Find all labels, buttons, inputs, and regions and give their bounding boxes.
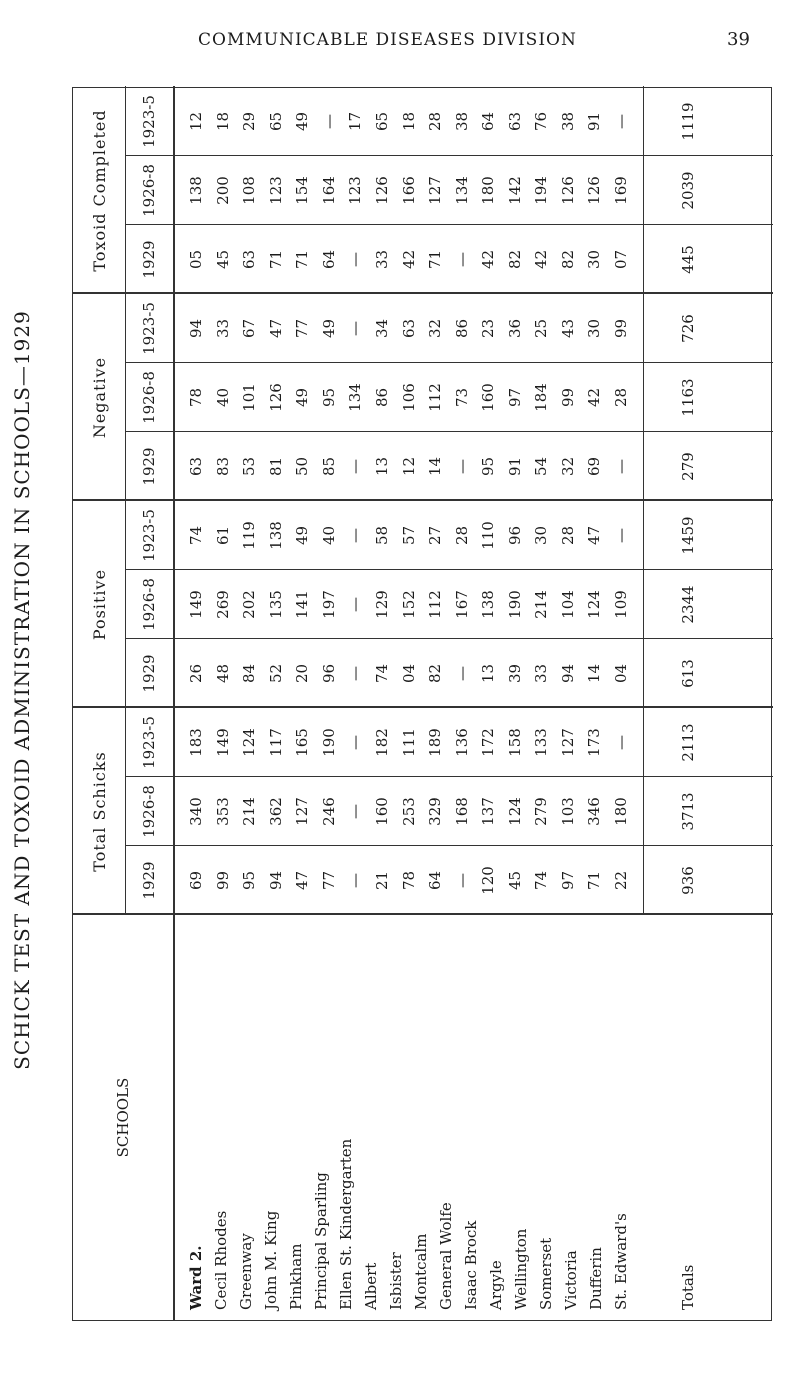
value-column — [189, 639, 629, 708]
table-cell: 184 — [532, 383, 551, 412]
year-header: 1929 — [140, 447, 158, 486]
table-cell: 18 — [399, 111, 418, 132]
year-header: 1926-8 — [140, 578, 158, 631]
table-cell: 183 — [187, 728, 205, 757]
school-name: Principal Sparling — [312, 1172, 330, 1310]
value-column — [189, 225, 629, 294]
table-cell: — — [452, 666, 471, 681]
school-name: Greenway — [237, 1233, 255, 1310]
table-cell: 20 — [293, 663, 312, 684]
value-column — [189, 570, 629, 639]
table-cell: 106 — [399, 383, 418, 412]
table-cell: — — [346, 528, 365, 543]
table-cell: 149 — [213, 728, 232, 757]
table-cell: 29 — [240, 111, 259, 132]
value-column — [189, 501, 629, 570]
table-cell: — — [346, 804, 365, 819]
table-cell: 166 — [399, 176, 418, 205]
table-cell: 82 — [505, 249, 524, 270]
table-cell: 28 — [426, 111, 445, 132]
value-column — [189, 777, 629, 846]
rule — [125, 845, 773, 846]
table-cell: 253 — [399, 797, 418, 826]
year-header: 1929 — [140, 861, 158, 900]
table-cell: 42 — [585, 387, 604, 408]
table-cell: 57 — [399, 525, 418, 546]
school-name: Ellen St. Kindergarten — [337, 1138, 355, 1310]
rule — [125, 776, 773, 777]
school-name: Wellington — [512, 1228, 530, 1310]
table-cell: 127 — [558, 728, 577, 757]
table-cell: 329 — [426, 797, 445, 826]
group-header: Total Schicks — [89, 751, 109, 872]
table-cell: 50 — [293, 456, 312, 477]
table-cell: 200 — [213, 176, 232, 205]
value-column — [189, 846, 629, 915]
table-cell: 40 — [319, 525, 338, 546]
rule — [173, 86, 175, 1320]
table-cell: 32 — [426, 318, 445, 339]
rule — [73, 914, 773, 916]
totals-label: Totals — [679, 1264, 697, 1310]
table-cell: 112 — [426, 383, 445, 412]
table-cell: 63 — [240, 249, 259, 270]
school-name: Victoria — [562, 1250, 580, 1310]
table-cell: — — [346, 597, 365, 612]
page-number: 39 — [727, 29, 750, 50]
table-cell: 86 — [372, 387, 391, 408]
school-name: General Wolfe — [437, 1202, 455, 1310]
table-cell: 53 — [240, 456, 259, 477]
table-cell: 101 — [240, 383, 259, 412]
table-cell: 279 — [532, 797, 551, 826]
table-cell: 30 — [585, 249, 604, 270]
table-title: SCHICK TEST AND TOXOID ADMINISTRATION IN SCHOOLS—1929 — [10, 310, 34, 1070]
table-cell: 134 — [346, 383, 365, 412]
school-name: Montcalm — [412, 1233, 430, 1310]
table-cell: 99 — [213, 870, 232, 891]
table-cell: 135 — [266, 590, 285, 619]
table-cell: 63 — [399, 318, 418, 339]
table-cell: — — [452, 873, 471, 888]
table-cell: 45 — [213, 249, 232, 270]
total-cell: 1459 — [679, 516, 697, 555]
value-column — [189, 708, 629, 777]
school-name: Isaac Brock — [462, 1220, 480, 1310]
total-cell: 1119 — [679, 102, 697, 141]
school-name: Cecil Rhodes — [212, 1210, 230, 1310]
table-cell: 65 — [372, 111, 391, 132]
table-cell: 64 — [426, 870, 445, 891]
table-cell: 40 — [213, 387, 232, 408]
table-cell: 64 — [319, 249, 338, 270]
table-cell: 04 — [399, 663, 418, 684]
table-cell: 91 — [585, 111, 604, 132]
table-cell: 65 — [266, 111, 285, 132]
table-cell: 54 — [532, 456, 551, 477]
table-cell: — — [612, 528, 630, 543]
table-cell: 78 — [399, 870, 418, 891]
table-cell: 28 — [452, 525, 471, 546]
table-cell: 38 — [558, 111, 577, 132]
table-cell: 182 — [372, 728, 391, 757]
table-cell: 36 — [505, 318, 524, 339]
rule — [125, 155, 773, 156]
table-cell: 39 — [505, 663, 524, 684]
table-cell: 47 — [585, 525, 604, 546]
table-cell: 13 — [479, 663, 498, 684]
table-cell: 103 — [558, 797, 577, 826]
total-cell: 613 — [679, 659, 697, 688]
total-cell: 936 — [679, 866, 697, 895]
table-cell: 127 — [426, 176, 445, 205]
table-cell: 33 — [213, 318, 232, 339]
table-cell: 214 — [532, 590, 551, 619]
table-cell: 173 — [585, 728, 604, 757]
table-cell: 69 — [187, 870, 205, 891]
value-column — [189, 156, 629, 225]
table-cell: 160 — [372, 797, 391, 826]
total-cell: 2344 — [679, 585, 697, 624]
table-cell: 168 — [452, 797, 471, 826]
table-cell: 12 — [187, 111, 205, 132]
table-cell: 82 — [558, 249, 577, 270]
school-name: John M. King — [262, 1210, 280, 1310]
school-list — [189, 920, 629, 1310]
table-cell: 152 — [399, 590, 418, 619]
table-cell: 142 — [505, 176, 524, 205]
table-cell: 78 — [187, 387, 205, 408]
table-cell: 138 — [479, 590, 498, 619]
running-title: COMMUNICABLE DISEASES DIVISION — [198, 30, 577, 50]
table-cell: 169 — [612, 176, 630, 205]
school-name: Albert — [362, 1262, 380, 1310]
table-cell: 124 — [240, 728, 259, 757]
table-cell: 83 — [213, 456, 232, 477]
school-name: Isbister — [387, 1252, 405, 1310]
rule — [125, 638, 773, 639]
table-cell: 23 — [479, 318, 498, 339]
table-cell: 138 — [266, 521, 285, 550]
table-cell: 164 — [319, 176, 338, 205]
table-cell: 81 — [266, 456, 285, 477]
total-cell: 1163 — [679, 378, 697, 417]
rule — [125, 569, 773, 570]
table-cell: 120 — [479, 866, 498, 895]
table-cell: 126 — [558, 176, 577, 205]
year-header: 1923-5 — [140, 716, 158, 769]
table-cell: — — [346, 735, 365, 750]
table-cell: 127 — [293, 797, 312, 826]
school-name: Pinkham — [287, 1243, 305, 1310]
table-cell: 138 — [187, 176, 205, 205]
table-cell: 17 — [346, 111, 365, 132]
table-cell: 137 — [479, 797, 498, 826]
table-cell: 99 — [612, 318, 630, 339]
table-cell: 112 — [426, 590, 445, 619]
year-header: 1929 — [140, 240, 158, 279]
table-cell: 49 — [319, 318, 338, 339]
table-cell: 85 — [319, 456, 338, 477]
table-cell: 104 — [558, 590, 577, 619]
table-cell: 95 — [319, 387, 338, 408]
table-cell: 67 — [240, 318, 259, 339]
table-cell: 96 — [505, 525, 524, 546]
table-cell: 63 — [505, 111, 524, 132]
table-cell: 07 — [612, 249, 630, 270]
schools-header: SCHOOLS — [114, 1077, 132, 1158]
table-cell: — — [346, 873, 365, 888]
table-cell: 154 — [293, 176, 312, 205]
table-cell: 33 — [532, 663, 551, 684]
table-cell: 124 — [505, 797, 524, 826]
group-header: Negative — [89, 356, 109, 439]
value-column — [189, 294, 629, 363]
table-cell: 42 — [532, 249, 551, 270]
table-cell: 74 — [187, 525, 205, 546]
table-cell: 214 — [240, 797, 259, 826]
table-cell: 189 — [426, 728, 445, 757]
table-cell: 18 — [213, 111, 232, 132]
table-cell: 27 — [426, 525, 445, 546]
year-header: 1923-5 — [140, 95, 158, 148]
table-cell: 28 — [558, 525, 577, 546]
table-cell: 30 — [585, 318, 604, 339]
table-cell: 63 — [187, 456, 205, 477]
table-cell: 74 — [372, 663, 391, 684]
rule — [125, 431, 773, 432]
table-cell: 77 — [319, 870, 338, 891]
group-header: Positive — [89, 568, 109, 641]
table-cell: — — [346, 321, 365, 336]
table-cell: 52 — [266, 663, 285, 684]
table-cell: 108 — [240, 176, 259, 205]
table-cell: 91 — [505, 456, 524, 477]
table-cell: 340 — [187, 797, 205, 826]
table-cell: 123 — [266, 176, 285, 205]
table-cell: 346 — [585, 797, 604, 826]
table-cell: 194 — [532, 176, 551, 205]
school-name: Argyle — [487, 1260, 505, 1310]
table-cell: 30 — [532, 525, 551, 546]
table-cell: 180 — [479, 176, 498, 205]
table-cell: 141 — [293, 590, 312, 619]
rule — [125, 362, 773, 363]
table-cell: 362 — [266, 797, 285, 826]
table-cell: 49 — [293, 111, 312, 132]
total-cell: 3713 — [679, 792, 697, 831]
table-cell: 84 — [240, 663, 259, 684]
table-cell: 14 — [426, 456, 445, 477]
school-name: Dufferin — [587, 1247, 605, 1310]
table-cell: 117 — [266, 728, 285, 757]
table-cell: 94 — [187, 318, 205, 339]
school-name: St. Edward's — [612, 1213, 630, 1310]
table-cell: 99 — [558, 387, 577, 408]
table-cell: 47 — [266, 318, 285, 339]
table-cell: 246 — [319, 797, 338, 826]
value-column — [189, 432, 629, 501]
table-cell: 126 — [585, 176, 604, 205]
total-cell: 2039 — [679, 171, 697, 210]
table-cell: 71 — [585, 870, 604, 891]
table-cell: 42 — [399, 249, 418, 270]
table-cell: 25 — [532, 318, 551, 339]
table-cell: 22 — [612, 870, 630, 891]
table-cell: 32 — [558, 456, 577, 477]
table-cell: 14 — [585, 663, 604, 684]
table-cell: 49 — [293, 387, 312, 408]
table-cell: 45 — [505, 870, 524, 891]
table-cell: 126 — [372, 176, 391, 205]
table-cell: 69 — [585, 456, 604, 477]
table-cell: 149 — [187, 590, 205, 619]
ward-label: Ward 2. — [187, 1245, 205, 1310]
table-cell: 109 — [612, 590, 630, 619]
table-cell: — — [612, 114, 630, 129]
table-cell: 97 — [505, 387, 524, 408]
table-cell: 47 — [293, 870, 312, 891]
table-cell: 353 — [213, 797, 232, 826]
table-cell: 129 — [372, 590, 391, 619]
table-cell: 71 — [266, 249, 285, 270]
table-cell: 77 — [293, 318, 312, 339]
year-header: 1926-8 — [140, 371, 158, 424]
table-cell: 82 — [426, 663, 445, 684]
table-cell: 136 — [452, 728, 471, 757]
table-cell: 124 — [585, 590, 604, 619]
rule — [125, 224, 773, 225]
data-table — [72, 87, 772, 1321]
table-cell: 119 — [240, 521, 259, 550]
table-cell: 126 — [266, 383, 285, 412]
table-cell: 160 — [479, 383, 498, 412]
table-cell: — — [612, 735, 630, 750]
table-cell: 48 — [213, 663, 232, 684]
table-cell: — — [319, 114, 338, 129]
group-header: Toxoid Completed — [89, 109, 109, 272]
table-cell: 58 — [372, 525, 391, 546]
table-cell: 133 — [532, 728, 551, 757]
table-cell: 95 — [240, 870, 259, 891]
table-cell: 74 — [532, 870, 551, 891]
table-cell: 123 — [346, 176, 365, 205]
rule — [73, 707, 773, 709]
table-cell: 21 — [372, 870, 391, 891]
table-area — [72, 87, 772, 1321]
table-cell: 71 — [426, 249, 445, 270]
rule — [73, 293, 773, 295]
table-cell: 190 — [319, 728, 338, 757]
table-cell: 49 — [293, 525, 312, 546]
page-header — [0, 0, 801, 60]
table-cell: — — [452, 252, 471, 267]
table-cell: — — [346, 252, 365, 267]
table-cell: 172 — [479, 728, 498, 757]
value-column — [189, 87, 629, 156]
table-cell: 197 — [319, 590, 338, 619]
table-cell: 73 — [452, 387, 471, 408]
table-cell: 167 — [452, 590, 471, 619]
table-cell: 76 — [532, 111, 551, 132]
year-header: 1926-8 — [140, 164, 158, 217]
table-cell: 95 — [479, 456, 498, 477]
value-column — [189, 363, 629, 432]
year-header: 1923-5 — [140, 509, 158, 562]
year-header: 1926-8 — [140, 785, 158, 838]
table-cell: 28 — [612, 387, 630, 408]
year-header: 1929 — [140, 654, 158, 693]
table-cell: 26 — [187, 663, 205, 684]
table-cell: 94 — [266, 870, 285, 891]
table-cell: — — [346, 666, 365, 681]
table-cell: 111 — [399, 728, 418, 757]
table-cell: 38 — [452, 111, 471, 132]
table-cell: 71 — [293, 249, 312, 270]
total-cell: 279 — [679, 452, 697, 481]
table-cell: 110 — [479, 521, 498, 550]
table-cell: 05 — [187, 249, 205, 270]
table-cell: 43 — [558, 318, 577, 339]
total-cell: 726 — [679, 314, 697, 343]
table-cell: 269 — [213, 590, 232, 619]
table-cell: 42 — [479, 249, 498, 270]
table-cell: 134 — [452, 176, 471, 205]
table-cell: 202 — [240, 590, 259, 619]
table-cell: 34 — [372, 318, 391, 339]
table-cell: — — [612, 459, 630, 474]
table-cell: 180 — [612, 797, 630, 826]
table-cell: 04 — [612, 663, 630, 684]
table-cell: 86 — [452, 318, 471, 339]
table-cell: 13 — [372, 456, 391, 477]
table-cell: 190 — [505, 590, 524, 619]
table-cell: 33 — [372, 249, 391, 270]
table-cell: 158 — [505, 728, 524, 757]
school-name: Somerset — [537, 1237, 555, 1310]
table-cell: — — [346, 459, 365, 474]
table-cell: 12 — [399, 456, 418, 477]
table-cell: 94 — [558, 663, 577, 684]
table-cell: 61 — [213, 525, 232, 546]
total-cell: 2113 — [679, 723, 697, 762]
total-cell: 445 — [679, 245, 697, 274]
table-cell: — — [452, 459, 471, 474]
year-header: 1923-5 — [140, 302, 158, 355]
table-cell: 165 — [293, 728, 312, 757]
rule — [73, 500, 773, 502]
table-cell: 97 — [558, 870, 577, 891]
table-cell: 64 — [479, 111, 498, 132]
table-cell: 96 — [319, 663, 338, 684]
